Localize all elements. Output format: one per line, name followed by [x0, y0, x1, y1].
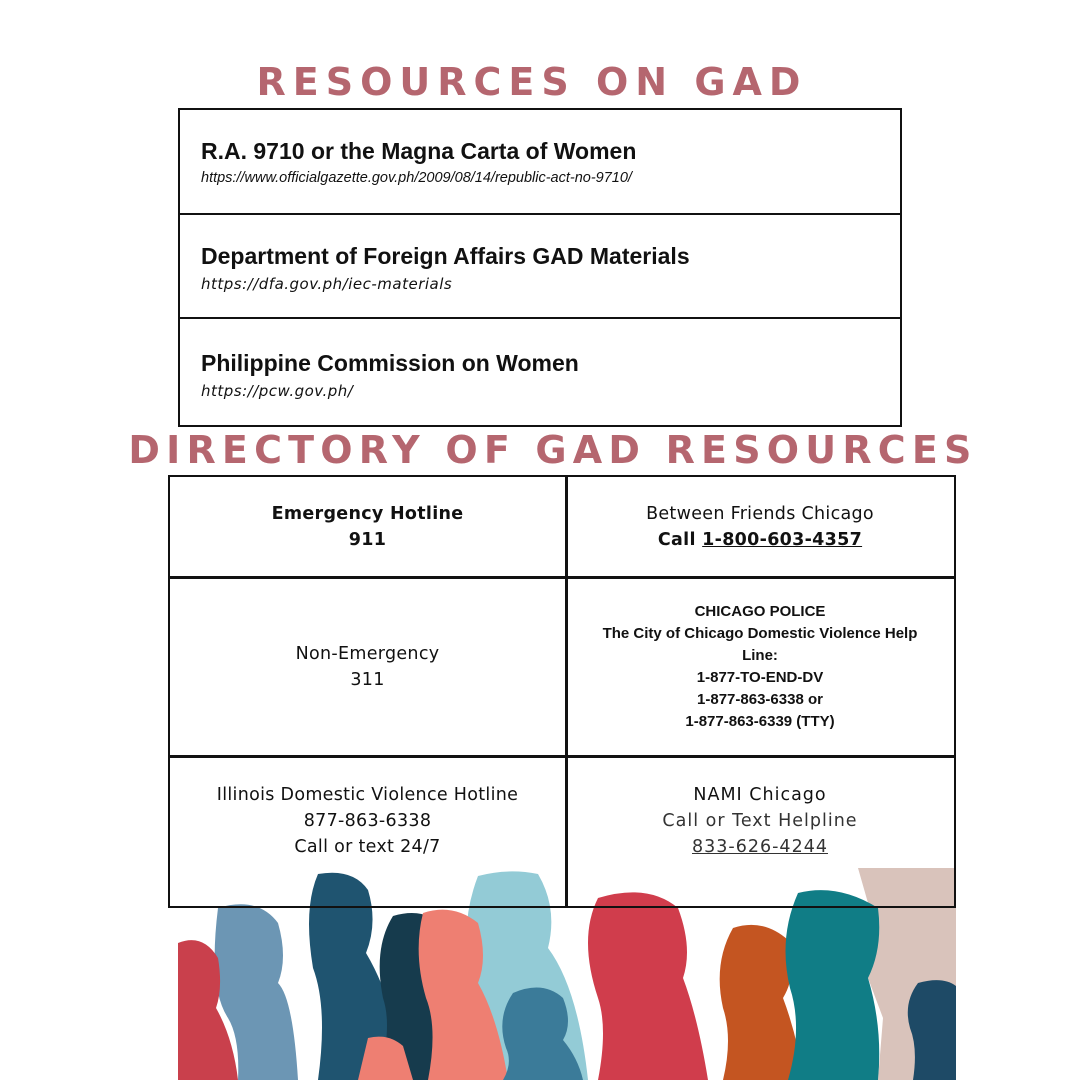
resource-row-dfa [180, 213, 900, 317]
resource-link[interactable]: https://dfa.gov.ph/iec-materials [201, 275, 453, 293]
resource-title: Philippine Commission on Women [201, 350, 579, 376]
cell-non-emergency [170, 578, 565, 755]
cell-between-friends [567, 477, 953, 576]
resources-table [178, 108, 902, 427]
directory-table [168, 475, 956, 908]
illinois-hotline-note: Call or text 24/7 [294, 837, 441, 857]
resources-heading: RESOURCES ON GAD [256, 60, 808, 104]
directory-heading: DIRECTORY OF GAD RESOURCES [128, 428, 978, 472]
police-title: CHICAGO POLICE [694, 602, 826, 620]
resource-row-pcw [180, 317, 900, 424]
non-emergency-label: Non-Emergency [295, 643, 440, 664]
resource-link[interactable]: https://www.officialgazette.gov.ph/2009/08/14/republic-act-no-9710/ [201, 170, 632, 186]
illinois-hotline-name: Illinois Domestic Violence Hotline [216, 785, 519, 805]
nami-subtitle: Call or Text Helpline [662, 811, 858, 831]
non-emergency-number[interactable]: 311 [350, 669, 385, 690]
nami-name: NAMI Chicago [693, 785, 827, 805]
cell-illinois-hotline [170, 757, 565, 905]
resource-title: Department of Foreign Affairs GAD Materials [201, 243, 690, 269]
cell-emergency-hotline [170, 477, 565, 576]
resource-row-magna-carta [180, 110, 900, 213]
resource-title: R.A. 9710 or the Magna Carta of Women [201, 138, 637, 164]
call-prefix: Call [657, 529, 696, 550]
between-friends-name: Between Friends Chicago [646, 503, 874, 524]
between-friends-phone-link[interactable]: 1-800-603-4357 [702, 529, 863, 550]
police-phone-vanity[interactable]: 1-877-TO-END-DV [696, 668, 824, 686]
police-phone[interactable]: 1-877-863-6338 or [697, 690, 823, 708]
emergency-number[interactable]: 911 [348, 529, 387, 550]
between-friends-call-line [658, 527, 862, 553]
resource-link[interactable]: https://pcw.gov.ph/ [201, 382, 354, 400]
cell-chicago-police [567, 578, 953, 755]
police-helpline-name-cont: Line: [742, 646, 778, 664]
nami-phone-link[interactable]: 833-626-4244 [692, 837, 828, 857]
police-phone-tty[interactable]: 1-877-863-6339 (TTY) [685, 712, 835, 730]
police-helpline-name: The City of Chicago Domestic Violence Help [602, 624, 918, 642]
cell-nami-chicago [567, 757, 953, 905]
emergency-label: Emergency Hotline [271, 503, 464, 524]
illinois-hotline-number[interactable]: 877-863-6338 [303, 811, 432, 831]
